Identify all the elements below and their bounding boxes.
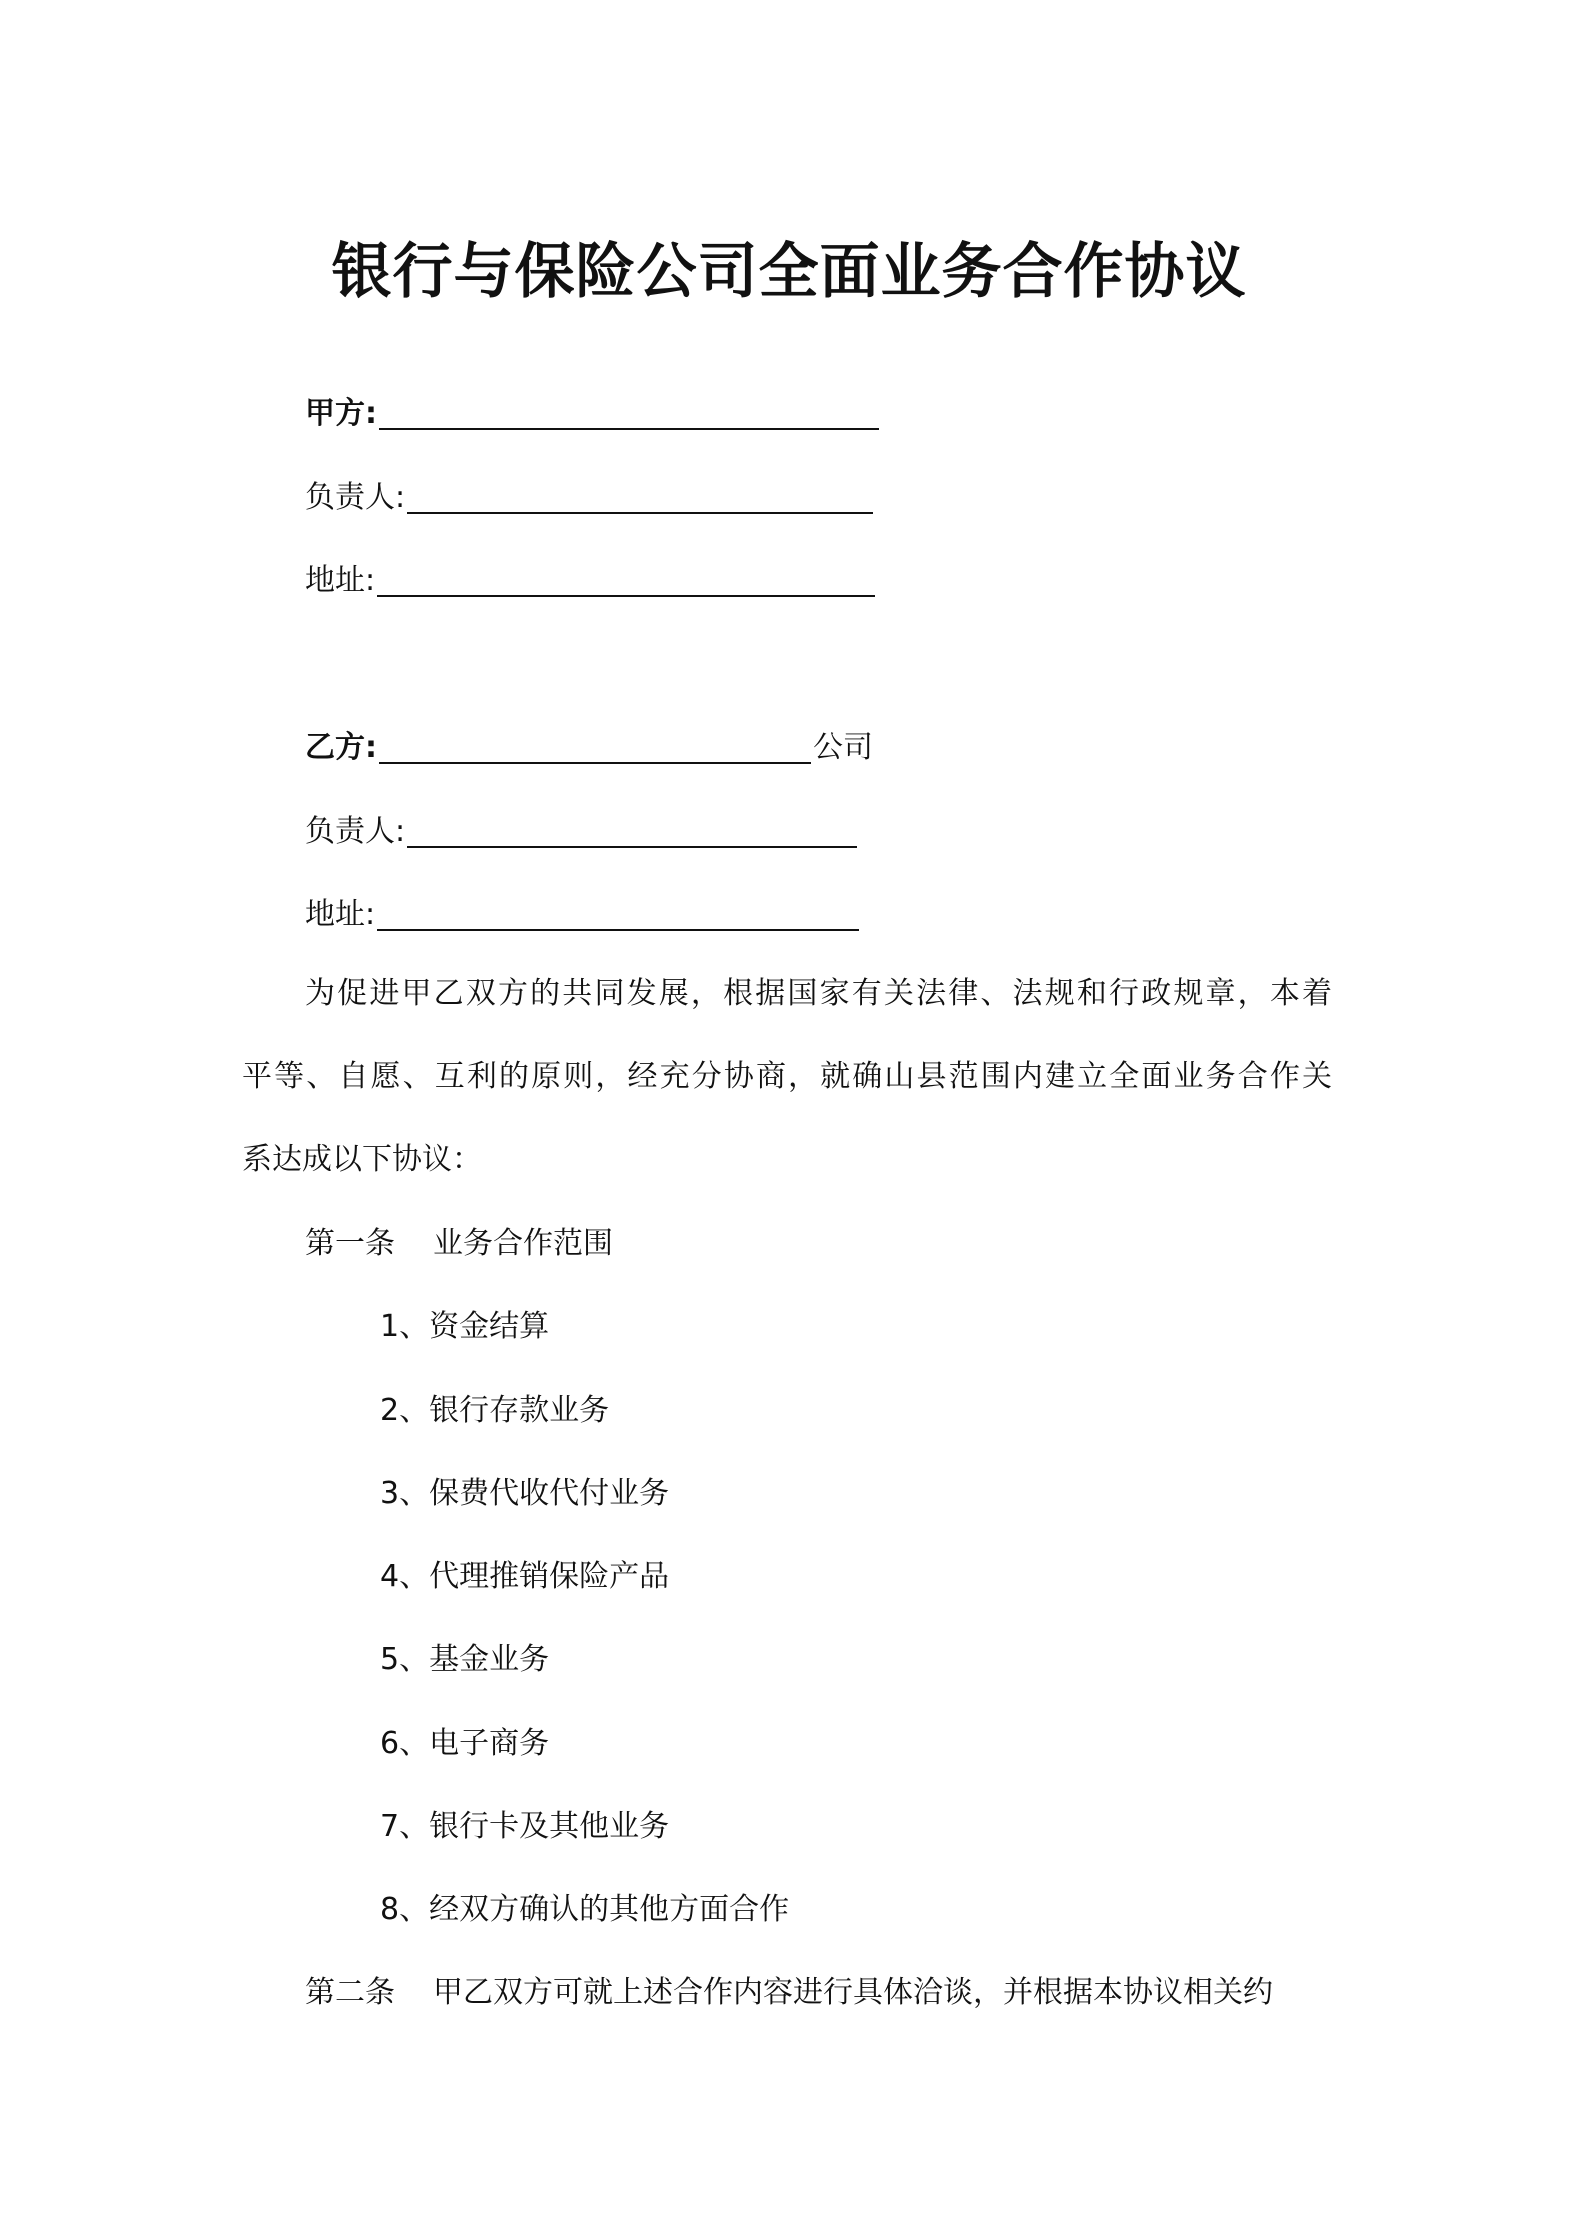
party-b-address-row [305,887,859,935]
list-item: 8、经双方确认的其他方面合作 [380,1892,790,1927]
list-item: 5、基金业务 [380,1642,550,1677]
party-a-blank-line [379,428,879,430]
article-1-number: 第一条 [305,1226,395,1261]
article-2-number: 第二条 [305,1975,395,2010]
party-b-address-label: 地址: [305,897,376,932]
party-a-label: 甲方: [305,396,377,431]
intro-line-2: 平等、自愿、互利的原则，经充分协商，就确山县范围内建立全面业务合作关 [242,1059,1332,1094]
list-item: 7、银行卡及其他业务 [380,1809,670,1844]
party-b-address-blank-line [377,929,859,931]
list-item: 1、资金结算 [380,1309,550,1344]
list-item: 2、银行存款业务 [380,1393,610,1428]
article-1-heading [305,1224,613,1264]
party-b-label: 乙方: [305,730,377,765]
article-1-title: 业务合作范围 [433,1226,613,1261]
list-item: 3、保费代收代付业务 [380,1476,670,1511]
list-item: 4、代理推销保险产品 [380,1559,670,1594]
party-a-address-row [305,553,875,601]
party-b-leader-row [305,804,857,852]
party-b-leader-blank-line [407,846,857,848]
document-title: 银行与保险公司全面业务合作协议 [331,237,1247,307]
party-b-blank-line [379,762,811,764]
party-b-leader-label: 负责人: [305,814,406,849]
party-a-leader-row [305,470,873,518]
party-a-leader-blank-line [407,512,873,514]
intro-line-1: 为促进甲乙双方的共同发展，根据国家有关法律、法规和行政规章，本着 [305,976,1332,1011]
party-a-row [305,386,879,434]
intro-line-3: 系达成以下协议： [242,1142,482,1177]
party-b-suffix: 公司 [813,730,873,765]
party-a-leader-label: 负责人: [305,480,406,515]
party-a-address-label: 地址: [305,563,376,598]
party-a-address-blank-line [377,595,875,597]
article-2-text: 甲乙双方可就上述合作内容进行具体洽谈，并根据本协议相关约 [433,1975,1273,2010]
article-2-paragraph [305,1973,1273,2013]
party-b-row [305,720,873,768]
list-item: 6、电子商务 [380,1726,550,1761]
